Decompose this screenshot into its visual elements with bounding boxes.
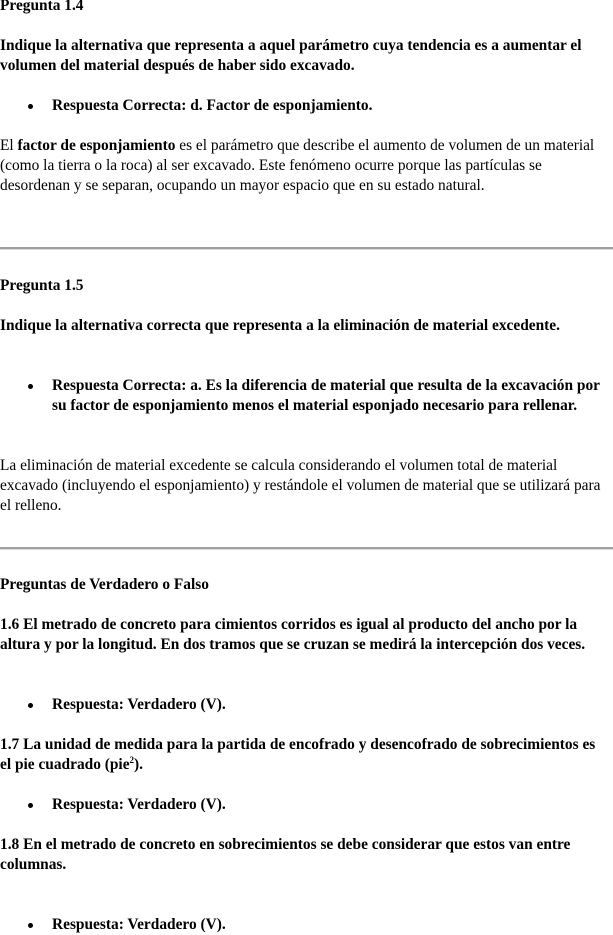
true-false-heading: Preguntas de Verdadero o Falso (0, 576, 209, 593)
question-1-8-answer: Respuesta: Verdadero (V). (52, 916, 226, 933)
question-1-5-title: Pregunta 1.5 (0, 277, 84, 294)
section-divider (0, 547, 613, 550)
question-1-5-prompt: Indique la alternativa correcta que representa a la eliminación de material excedente. (0, 317, 560, 334)
question-1-7-text (0, 735, 610, 775)
bullet-icon (28, 803, 33, 808)
explanation-pre: El (0, 137, 18, 154)
explanation-term: factor de esponjamiento (17, 137, 176, 154)
question-1-4-answer: Respuesta Correcta: d. Factor de esponjamiento. (52, 97, 373, 114)
question-1-7-text-end: ). (134, 756, 144, 773)
bullet-icon (28, 923, 33, 928)
bullet-icon (28, 703, 33, 708)
superscript: 2 (129, 754, 135, 765)
explanation-post: es el parámetro que describe el aumento de volumen de un material (como la tierra o la roca) al ser excavado. Este fenómeno ocurre porque las partículas se desordenan y se separan, ocupando un mayor espacio que en su estado natural. (0, 137, 595, 194)
question-1-8-text: 1.8 En el metrado de concreto en sobrecimientos se debe considerar que estos van entre columnas. (0, 836, 571, 873)
question-1-7-text-main: 1.7 La unidad de medida para la partida de encofrado y desencofrado de sobrecimientos es el pie cuadrado (pie (0, 736, 596, 773)
section-divider (0, 247, 613, 250)
question-1-4-title: Pregunta 1.4 (0, 0, 84, 14)
bullet-icon (28, 384, 33, 389)
question-1-6-text: 1.6 El metrado de concreto para cimientos corridos es igual al producto del ancho por la altura y por la longitud. En dos tramos que se cruzan se medirá la intercepción dos veces. (0, 616, 586, 653)
question-1-4-prompt: Indique la alternativa que representa a aquel parámetro cuya tendencia es a aumentar el volumen del material después de haber sido excavado. (0, 37, 582, 74)
question-1-5-explanation: La eliminación de material excedente se calcula considerando el volumen total de material excavado (incluyendo el esponjamiento) y restándole el volumen de material que se utilizará para el relleno. (0, 457, 601, 514)
question-1-7-answer: Respuesta: Verdadero (V). (52, 796, 226, 813)
bullet-icon (28, 104, 33, 109)
question-1-5-answer: Respuesta Correcta: a. Es la diferencia de material que resulta de la excavación por su factor de esponjamiento menos el material esponjado necesario para rellenar. (52, 377, 600, 414)
question-1-6-answer: Respuesta: Verdadero (V). (52, 696, 226, 713)
question-1-4-explanation (0, 136, 610, 196)
